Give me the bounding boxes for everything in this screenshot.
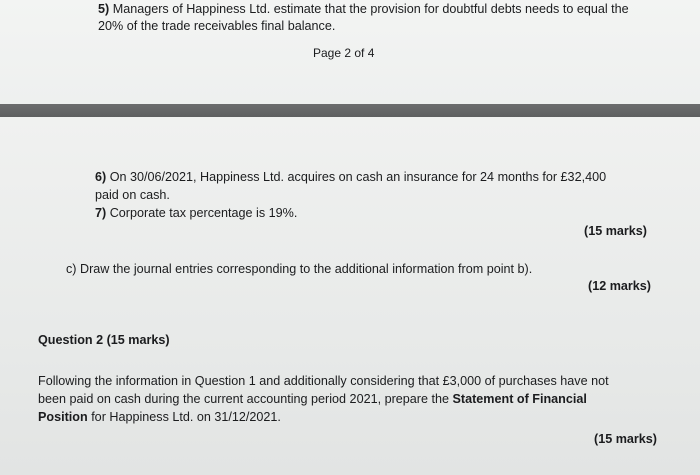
item-5-number: 5) — [98, 2, 110, 16]
item-6-line-1 — [95, 169, 606, 185]
question-2-line-2-text: been paid on cash during the current accounting period 2021, prepare the — [38, 392, 449, 406]
item-5-line-1 — [98, 1, 629, 17]
marks-part-b: (15 marks) — [584, 224, 648, 238]
marks-part-c: (12 marks) — [588, 279, 652, 293]
question-2-line-2 — [38, 391, 587, 407]
page-3-top-section — [0, 117, 700, 475]
question-2-line-3 — [38, 409, 281, 425]
page-2-bottom-section — [0, 0, 700, 104]
item-5-text: Managers of Happiness Ltd. estimate that the provision for doubtful debts needs to equal the — [112, 2, 629, 16]
position-bold: Position — [38, 410, 88, 424]
item-7-line — [95, 205, 297, 221]
part-c-question: c) Draw the journal entries corresponding to the additional information from point b). — [66, 262, 533, 276]
page-number: Page 2 of 4 — [313, 46, 375, 60]
item-6-line-2: paid on cash. — [95, 188, 170, 202]
item-6-number: 6) — [95, 170, 107, 184]
question-2-heading: Question 2 (15 marks) — [38, 333, 170, 347]
item-7-number: 7) — [95, 206, 107, 220]
item-6-text: On 30/06/2021, Happiness Ltd. acquires on cash an insurance for 24 months for £32,400 — [109, 170, 607, 184]
page-separator — [0, 104, 700, 117]
item-7-text: Corporate tax percentage is 19%. — [109, 206, 298, 220]
item-5-line-2: 20% of the trade receivables final balance. — [98, 19, 336, 33]
question-2-line-1: Following the information in Question 1 and additionally considering that £3,000 of purchases have not — [38, 374, 609, 388]
marks-question-2: (15 marks) — [594, 432, 658, 446]
statement-of-financial-bold: Statement of Financial — [452, 392, 587, 406]
question-2-line-3-text: for Happiness Ltd. on 31/12/2021. — [91, 410, 281, 424]
